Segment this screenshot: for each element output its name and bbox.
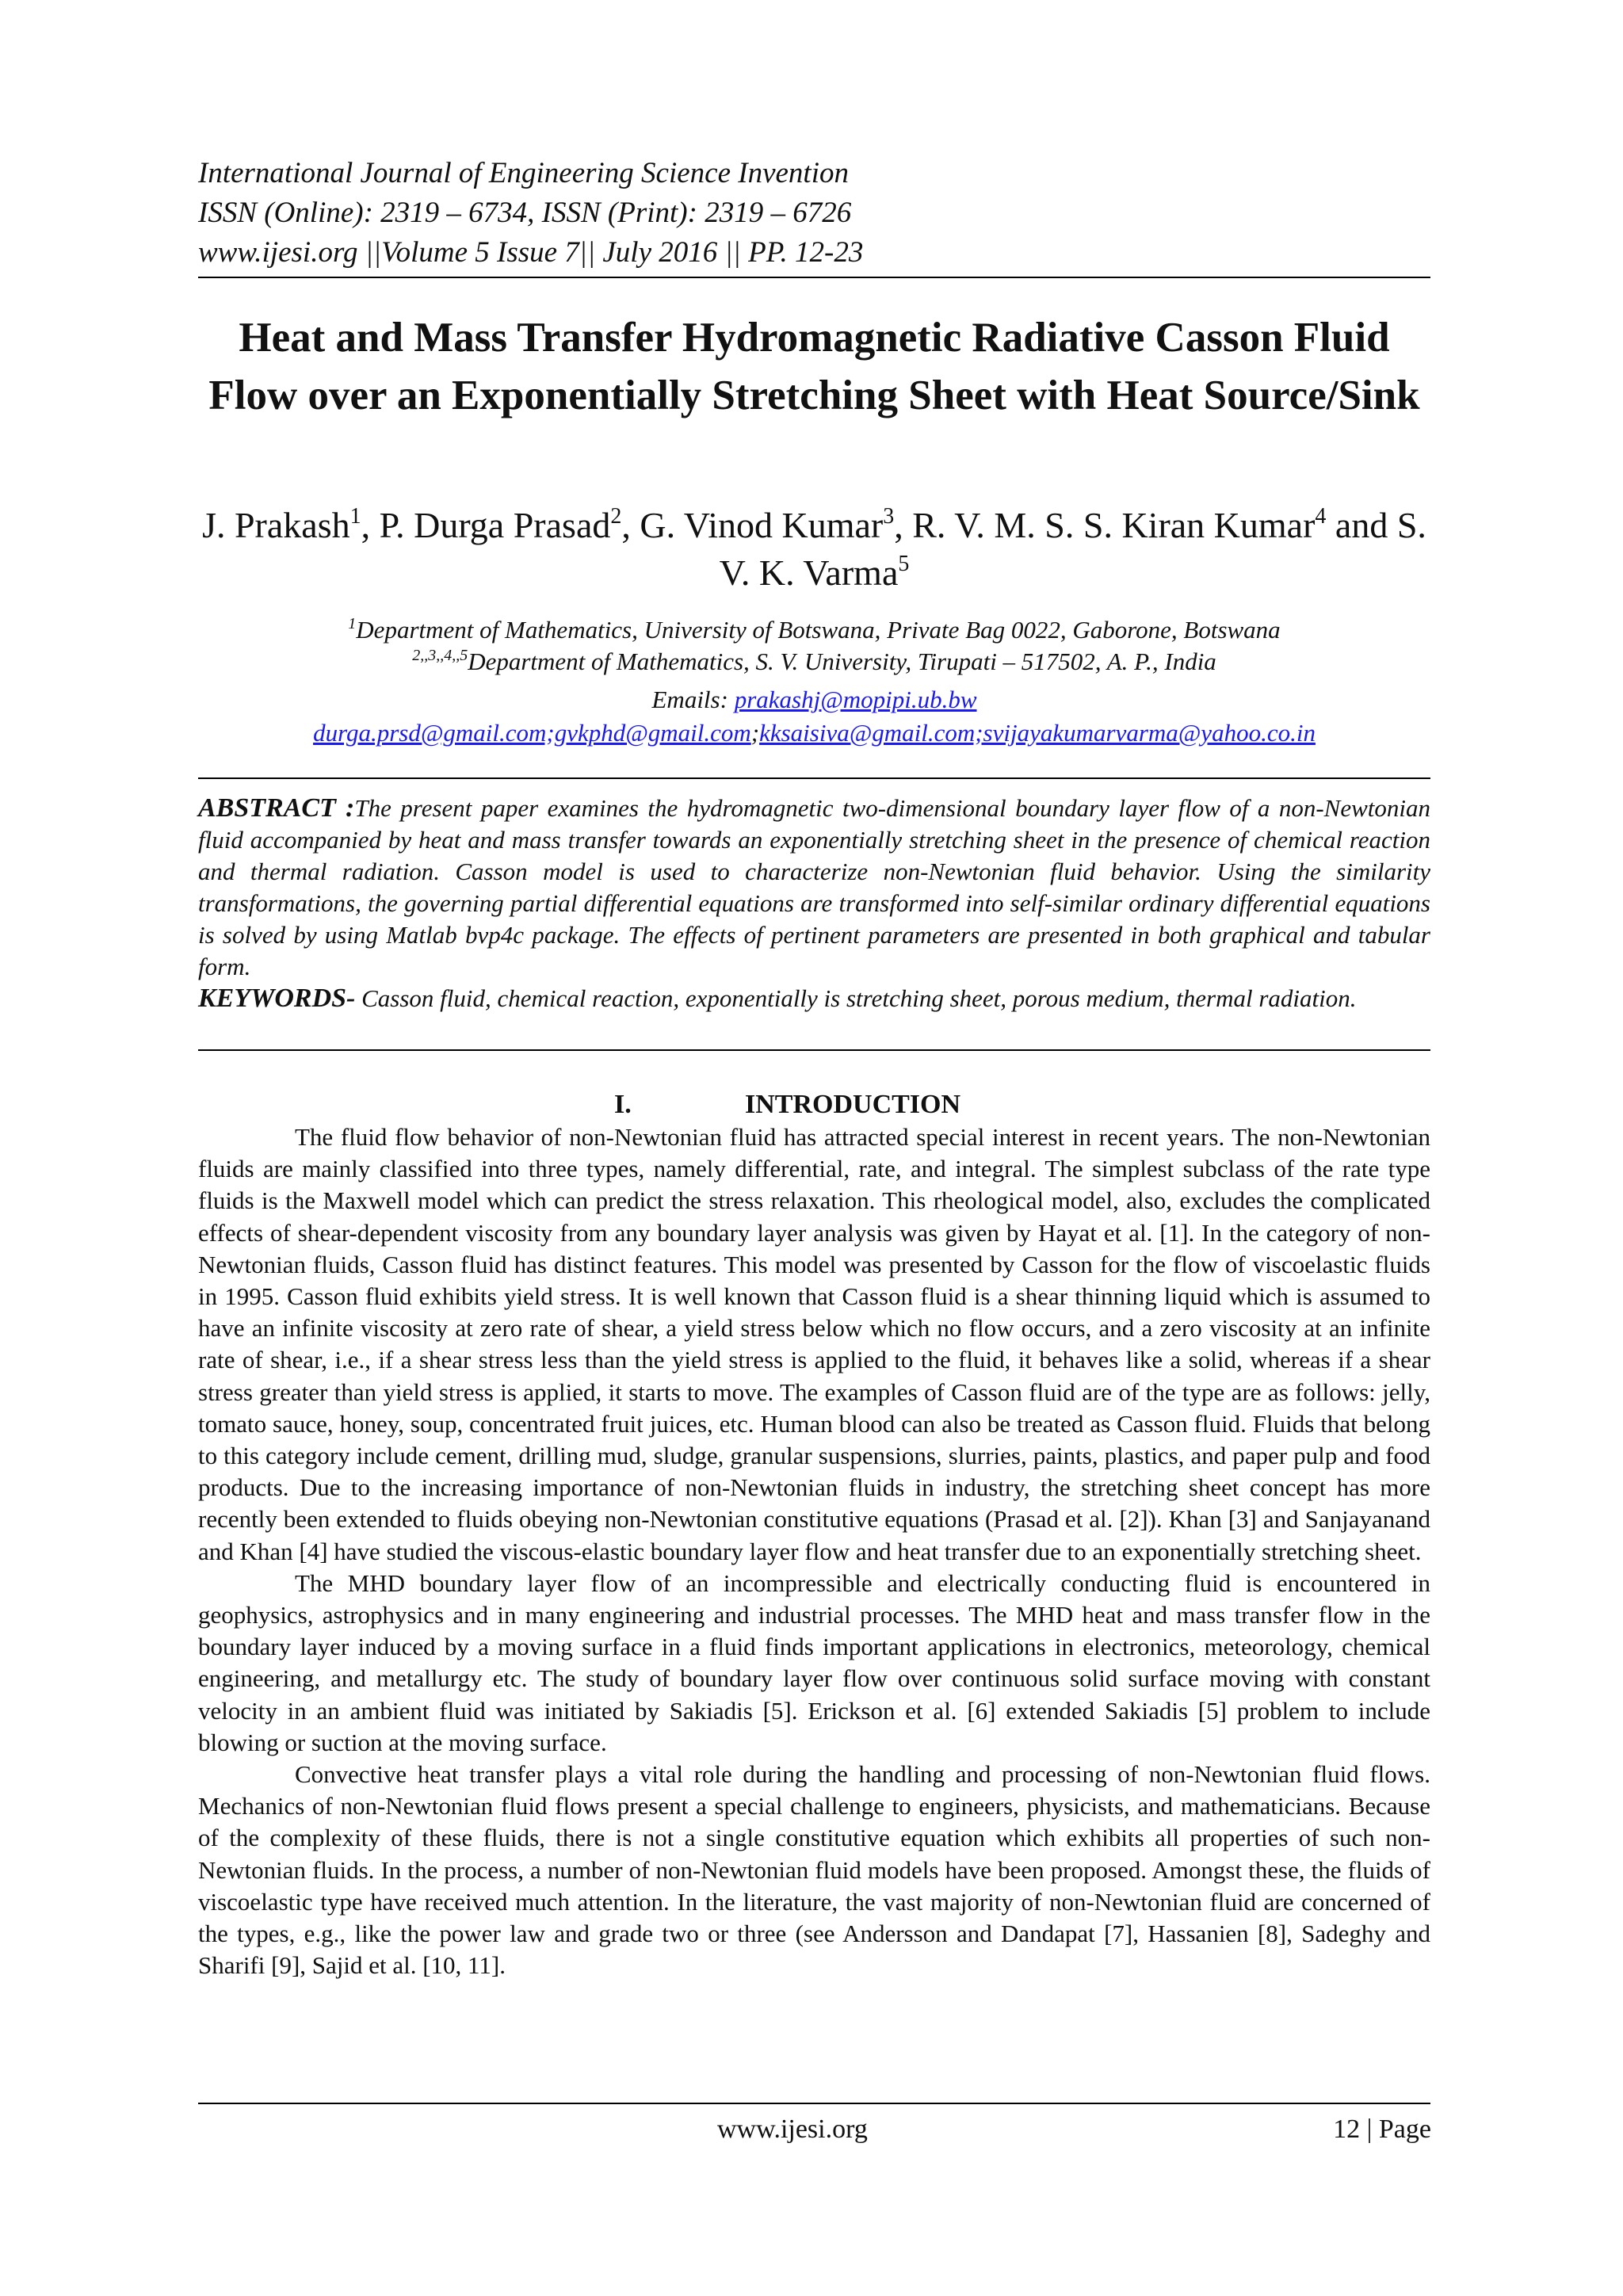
author-sup: 1 [349, 504, 361, 529]
author-list [198, 502, 1430, 597]
author-sep: , [621, 505, 640, 545]
author-name: J. Prakash [202, 505, 350, 545]
email-line [198, 684, 1430, 716]
email-separator: ; [750, 719, 760, 747]
author-sep: and [1326, 505, 1397, 545]
keywords [198, 983, 1430, 1014]
email-line [198, 717, 1430, 749]
footer-site: www.ijesi.org [717, 2115, 868, 2144]
keywords-label: KEYWORDS- [198, 984, 356, 1013]
email-link[interactable]: kksaisiva@gmail.com;svijayakumarvarma@yahoo.co.in [759, 719, 1316, 747]
author-sup: 2 [610, 504, 622, 529]
section-name: INTRODUCTION [745, 1090, 961, 1119]
paragraph: Convective heat transfer plays a vital role during the handling and processing of non-Newtonian fluid flows. Mechanics of non-Newtonian fluid flows present a special challenge to engineers, physicists, and mathematicians. Because of the complexity of these fluids, there is not a single constitutive equation which exhibits all properties of such non-Newtonian fluids. In the process, a number of non-Newtonian fluid models have been proposed. Amongst these, the fluids of viscoelastic type have received much attention. In the literature, the vast majority of non-Newtonian fluid are concerned of the types, e.g., like the power law and grade two or three (see Andersson and Dandapat [7], Hassanien [8], Sadeghy and Sharifi [9], Sajid et al. [10, 11]. [198, 1760, 1430, 1980]
abstract-bottom-rule [198, 1049, 1430, 1051]
author-name: G. Vinod Kumar [640, 505, 884, 545]
header-rule [198, 277, 1430, 278]
body-text [198, 1121, 1430, 1981]
paragraph: The fluid flow behavior of non-Newtonian fluid has attracted special interest in recent years. The non-Newtonian fluids are mainly classified into three types, namely differential, rate, and integral. The simplest subclass of the rate type fluids is the Maxwell model which can predict the stress relaxation. This rheological model, also, excludes the complicated effects of shear-dependent viscosity from any boundary layer analysis was given by Hayat et al. [1]. In the category of non-Newtonian fluids, Casson fluid has distinct features. This model was presented by Casson for the flow of viscoelastic fluids in 1995. Casson fluid exhibits yield stress. It is well known that Casson fluid is a shear thinning liquid which is assumed to have an infinite viscosity at zero rate of shear, a yield stress below which no flow occurs, and a zero viscosity at an infinite rate of shear, i.e., if a shear stress less than the yield stress is applied to the fluid, it behaves like a solid, whereas if a shear stress greater than yield stress is applied, it starts to move. The examples of Casson fluid are of the type are as follows: jelly, tomato sauce, honey, soup, concentrated fruit juices, etc. Human blood can also be treated as Casson fluid. Fluids that belong to this category include cement, drilling mud, sludge, granular suspensions, slurries, paints, plastics, and paper pulp and food products. Due to the increasing importance of non-Newtonian fluids in industry, the stretching sheet concept has more recently been extended to fluids obeying non-Newtonian constitutive equations (Prasad et al. [2]). Khan [3] and Sanjayanand and Khan [4] have studied the viscous-elastic boundary layer flow and heat transfer due to an exponentially stretching sheet. [198, 1123, 1430, 1565]
affiliation-sup: 1 [348, 615, 357, 632]
author-sup: 4 [1315, 504, 1327, 529]
journal-issn: ISSN (Online): 2319 – 6734, ISSN (Print): 2319 – 6726 [198, 197, 852, 229]
section-number: I. [614, 1090, 632, 1119]
paragraph: The MHD boundary layer flow of an incompressible and electrically conducting fluid is encountered in geophysics, astrophysics and in many engineering and industrial processes. The MHD heat and mass transfer flow in the boundary layer induced by a moving surface in a fluid finds important applications in electronics, meteorology, chemical engineering, and metallurgy etc. The study of boundary layer flow over continuous solid surface moving with constant velocity in an ambient fluid was initiated by Sakiadis [5]. Erickson et al. [6] extended Sakiadis [5] problem to include blowing or suction at the moving surface. [198, 1568, 1430, 1756]
author-name: R. V. M. S. S. Kiran Kumar [912, 505, 1316, 545]
abstract-top-rule [198, 777, 1430, 779]
affiliation-text: Department of Mathematics, S. V. University, Tirupati – 517502, A. P., India [468, 648, 1216, 675]
email-link[interactable]: durga.prsd@gmail.com;gvkphd@gmail.com [313, 719, 751, 747]
journal-name: International Journal of Engineering Science Invention [198, 157, 849, 189]
email-label: Emails: [651, 686, 735, 713]
affiliation [198, 614, 1430, 646]
author-sep: , [361, 505, 380, 545]
author-sup: 5 [898, 552, 910, 576]
abstract-text: The present paper examines the hydromagnetic two-dimensional boundary layer flow of a non-Newtonian fluid accompanied by heat and mass transfer towards an exponentially stretching sheet in the presence of chemical reaction and thermal radiation. Casson model is used to characterize non-Newtonian fluid behavior. Using the similarity transformations, the governing partial differential equations are transformed into self-similar ordinary differential equations is solved by using Matlab bvp4c package. The effects of pertinent parameters are presented in both graphical and tabular form. [198, 794, 1430, 980]
affiliation-text: Department of Mathematics, University of Botswana, Private Bag 0022, Gaborone, Botswana [356, 616, 1281, 644]
author-sup: 3 [883, 504, 895, 529]
journal-volume: www.ijesi.org ||Volume 5 Issue 7|| July 2016 || PP. 12-23 [198, 236, 864, 269]
page-number: 12 | Page [1333, 2115, 1431, 2144]
email-link[interactable]: prakashj@mopipi.ub.bw [734, 686, 977, 713]
abstract [198, 793, 1430, 983]
paper-title: Heat and Mass Transfer Hydromagnetic Radiative Casson Fluid Flow over an Exponentially Stretching Sheet with Heat Source/Sink [208, 315, 1420, 418]
footer-rule [198, 2103, 1430, 2104]
affiliation-sup: 2,,3,,4,,5 [412, 647, 468, 664]
author-name: S. V. K. Varma [719, 505, 1426, 593]
affiliation [198, 646, 1430, 678]
author-name: P. Durga Prasad [379, 505, 611, 545]
keywords-text: Casson fluid, chemical reaction, exponentially is stretching sheet, porous medium, thermal radiation. [355, 984, 1357, 1012]
author-sep: , [894, 505, 913, 545]
abstract-label: ABSTRACT : [198, 793, 355, 823]
